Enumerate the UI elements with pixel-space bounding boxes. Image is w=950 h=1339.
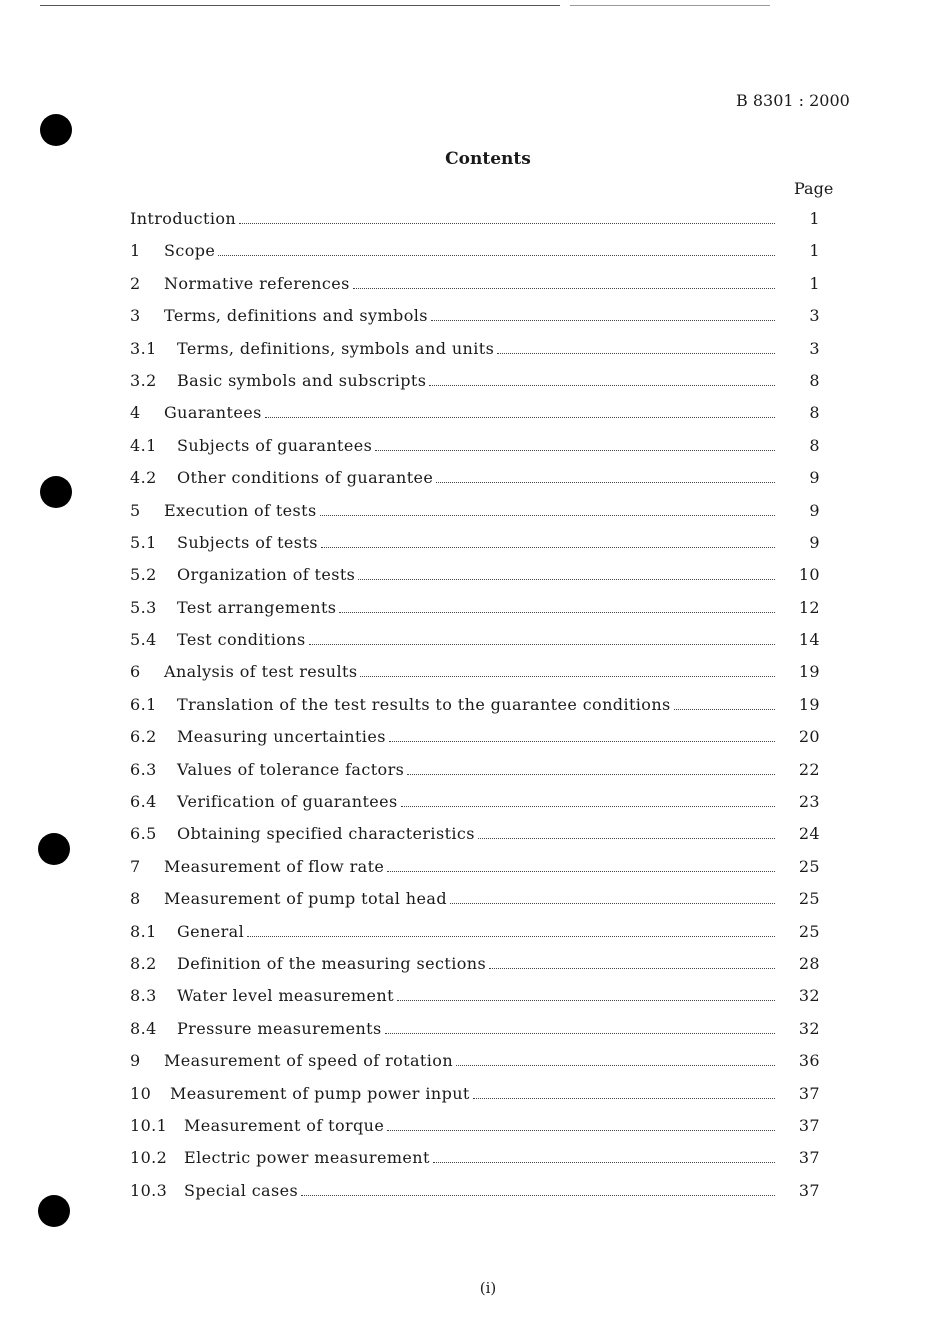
toc-entry xyxy=(130,236,830,268)
toc-section-title: Test conditions xyxy=(177,630,306,650)
toc-entry xyxy=(130,755,830,787)
dot-leader xyxy=(397,999,775,1001)
toc-section-title: Measurement of flow rate xyxy=(164,856,385,876)
toc-section-title: Normative references xyxy=(164,273,350,293)
toc-section-title: Measurement of pump total head xyxy=(164,889,447,909)
dot-leader xyxy=(375,449,775,451)
punch-hole xyxy=(40,476,72,508)
toc-section-number: 10.1 xyxy=(130,1115,168,1135)
toc-entry xyxy=(130,560,830,592)
toc-section-number: 4.2 xyxy=(130,468,157,488)
dot-leader xyxy=(218,254,775,256)
toc-section-title: Terms, definitions and symbols xyxy=(164,306,428,326)
toc-section-number: 6 xyxy=(130,662,141,682)
toc-section-number: 5.2 xyxy=(130,565,157,585)
toc-entry xyxy=(130,1176,830,1208)
contents-title: Contents xyxy=(445,149,531,169)
toc-page-number: 36 xyxy=(798,1051,820,1071)
dot-leader xyxy=(387,870,775,872)
toc-section-number: 8.1 xyxy=(130,921,157,941)
toc-entry xyxy=(130,787,830,819)
toc-entry xyxy=(130,463,830,495)
toc-section-title: Guarantees xyxy=(164,403,262,423)
dot-leader xyxy=(239,222,775,224)
dot-leader xyxy=(478,837,775,839)
toc-entry xyxy=(130,301,830,333)
toc-entry xyxy=(130,657,830,689)
toc-page-number: 20 xyxy=(798,727,820,747)
toc-entry xyxy=(130,1079,830,1111)
toc-section-title: General xyxy=(177,921,245,941)
toc-entry xyxy=(130,690,830,722)
toc-page-number: 1 xyxy=(809,209,820,228)
toc-section-title: Definition of the measuring sections xyxy=(177,953,487,973)
toc-section-title: Verification of guarantees xyxy=(177,792,398,812)
toc-section-title: Measurement of speed of rotation xyxy=(164,1051,454,1071)
dot-leader xyxy=(389,740,775,742)
toc-entry xyxy=(130,1046,830,1078)
dot-leader xyxy=(433,1161,775,1163)
toc-entry xyxy=(130,884,830,916)
toc-page-number: 12 xyxy=(798,597,820,617)
toc-entry xyxy=(130,398,830,430)
toc-section-title: Terms, definitions, symbols and units xyxy=(177,338,495,358)
toc-section-title: Water level measurement xyxy=(177,986,394,1006)
toc-section-number: 3 xyxy=(130,306,141,326)
toc-section-number: 8 xyxy=(130,889,141,909)
dot-leader xyxy=(436,481,775,483)
toc-page-number: 8 xyxy=(809,403,820,423)
toc-section-title: Special cases xyxy=(184,1180,299,1200)
dot-leader xyxy=(247,935,775,937)
toc-page-number: 25 xyxy=(798,856,820,876)
toc-page-number: 19 xyxy=(798,694,820,714)
toc-page-number: 10 xyxy=(798,565,820,585)
toc-page-number: 32 xyxy=(798,1018,820,1038)
toc-entry xyxy=(130,593,830,625)
toc-entry xyxy=(130,917,830,949)
toc-section-number: 8.2 xyxy=(130,953,157,973)
punch-hole xyxy=(38,833,70,865)
toc-page-number: 23 xyxy=(798,792,820,812)
toc-section-number: 7 xyxy=(130,856,141,876)
toc-entry xyxy=(130,625,830,657)
toc-section-title: Subjects of guarantees xyxy=(177,435,373,455)
toc-section-title: Measuring uncertainties xyxy=(177,727,386,747)
toc-page-number: 1 xyxy=(809,241,820,261)
toc-entry xyxy=(130,819,830,851)
toc-page-number: 24 xyxy=(798,824,820,844)
toc-section-title: Pressure measurements xyxy=(177,1018,382,1038)
punch-hole xyxy=(40,114,72,146)
toc-section-title: Organization of tests xyxy=(177,565,356,585)
toc-section-title: Subjects of tests xyxy=(177,532,318,552)
toc-section-number: 4.1 xyxy=(130,435,157,455)
toc-page-number: 3 xyxy=(809,306,820,326)
toc-entry xyxy=(130,496,830,528)
toc-page-number: 1 xyxy=(809,273,820,293)
toc-section-title: Basic symbols and subscripts xyxy=(177,370,427,390)
toc-page-number: 8 xyxy=(809,435,820,455)
toc-page-number: 19 xyxy=(798,662,820,682)
dot-leader xyxy=(339,611,775,613)
toc-section-number: 6.5 xyxy=(130,824,157,844)
dot-leader xyxy=(489,967,775,969)
toc-section-number: 6.4 xyxy=(130,792,157,812)
toc-section-title: Values of tolerance factors xyxy=(177,759,405,779)
toc-section-number: 3.1 xyxy=(130,338,157,358)
toc-section-title: Translation of the test results to the guarantee conditions xyxy=(177,694,671,714)
toc-section-number: 8.4 xyxy=(130,1018,157,1038)
toc-entry xyxy=(130,1111,830,1143)
toc-page-number: 3 xyxy=(809,338,820,358)
top-rule xyxy=(40,5,560,6)
toc-page-number: 9 xyxy=(809,468,820,488)
toc-section-number: 9 xyxy=(130,1051,141,1071)
toc-entry xyxy=(130,431,830,463)
dot-leader xyxy=(360,675,775,677)
dot-leader xyxy=(456,1064,775,1066)
toc-section-number: 6.2 xyxy=(130,727,157,747)
dot-leader xyxy=(265,416,775,418)
toc-page-number: 37 xyxy=(798,1083,820,1103)
toc-page-number: 22 xyxy=(798,759,820,779)
toc-section-number: 2 xyxy=(130,273,141,293)
toc-entry xyxy=(130,852,830,884)
toc-entry xyxy=(130,269,830,301)
toc-page-number: 25 xyxy=(798,889,820,909)
toc-section-number: 5 xyxy=(130,500,141,520)
toc-section-number: 8.3 xyxy=(130,986,157,1006)
top-rule-right xyxy=(570,5,770,6)
toc-section-number: 10.2 xyxy=(130,1148,168,1168)
toc-page-number: 28 xyxy=(798,953,820,973)
toc-section-number: 10.3 xyxy=(130,1180,168,1200)
dot-leader xyxy=(674,708,775,710)
dot-leader xyxy=(387,1129,775,1131)
toc-entry xyxy=(130,1014,830,1046)
dot-leader xyxy=(301,1194,775,1196)
dot-leader xyxy=(321,546,775,548)
toc-section-number: 10 xyxy=(130,1083,152,1103)
dot-leader xyxy=(385,1032,775,1034)
dot-leader xyxy=(407,773,775,775)
toc-page-number: 37 xyxy=(798,1148,820,1168)
dot-leader xyxy=(473,1097,775,1099)
dot-leader xyxy=(320,514,775,516)
document-number: B 8301 : 2000 xyxy=(736,91,850,110)
toc-page-number: 25 xyxy=(798,921,820,941)
toc-section-number: 1 xyxy=(130,241,141,261)
page-number: (i) xyxy=(479,1279,497,1297)
toc-page-number: 9 xyxy=(809,500,820,520)
dot-leader xyxy=(497,352,775,354)
toc-section-number: 5.3 xyxy=(130,597,157,617)
toc-section-number: 6.1 xyxy=(130,694,157,714)
toc-section-title: Electric power measurement xyxy=(184,1148,430,1168)
toc-section-number: 5.4 xyxy=(130,630,157,650)
toc-entry xyxy=(130,1143,830,1175)
toc-section-number: 5.1 xyxy=(130,532,157,552)
dot-leader xyxy=(353,287,775,289)
dot-leader xyxy=(431,319,775,321)
toc-section-title: Test arrangements xyxy=(177,597,337,617)
toc-page-number: 37 xyxy=(798,1180,820,1200)
toc-entry xyxy=(130,366,830,398)
toc-section-title: Execution of tests xyxy=(164,500,317,520)
dot-leader xyxy=(309,643,775,645)
toc-section-number: 3.2 xyxy=(130,370,157,390)
toc-section-number: 6.3 xyxy=(130,759,157,779)
toc-page-number: 14 xyxy=(798,630,820,650)
toc-page-number: 37 xyxy=(798,1115,820,1135)
page-column-header: Page xyxy=(794,179,834,198)
toc-section-title: Measurement of pump power input xyxy=(170,1083,470,1103)
table-of-contents xyxy=(130,204,830,1208)
dot-leader xyxy=(358,578,775,580)
toc-section-title: Obtaining specified characteristics xyxy=(177,824,475,844)
toc-entry xyxy=(130,722,830,754)
dot-leader xyxy=(401,805,775,807)
dot-leader xyxy=(429,384,775,386)
toc-page-number: 8 xyxy=(809,370,820,390)
toc-section-title: Measurement of torque xyxy=(184,1115,385,1135)
toc-page-number: 32 xyxy=(798,986,820,1006)
toc-section-title: Introduction xyxy=(130,209,237,228)
toc-entry xyxy=(130,528,830,560)
toc-entry xyxy=(130,204,830,236)
toc-section-title: Scope xyxy=(164,241,216,261)
dot-leader xyxy=(450,902,775,904)
toc-entry xyxy=(130,981,830,1013)
toc-page-number: 9 xyxy=(809,532,820,552)
punch-hole xyxy=(38,1195,70,1227)
toc-entry xyxy=(130,949,830,981)
toc-section-title: Other conditions of guarantee xyxy=(177,468,434,488)
toc-entry xyxy=(130,334,830,366)
toc-section-number: 4 xyxy=(130,403,141,423)
toc-section-title: Analysis of test results xyxy=(164,662,358,682)
